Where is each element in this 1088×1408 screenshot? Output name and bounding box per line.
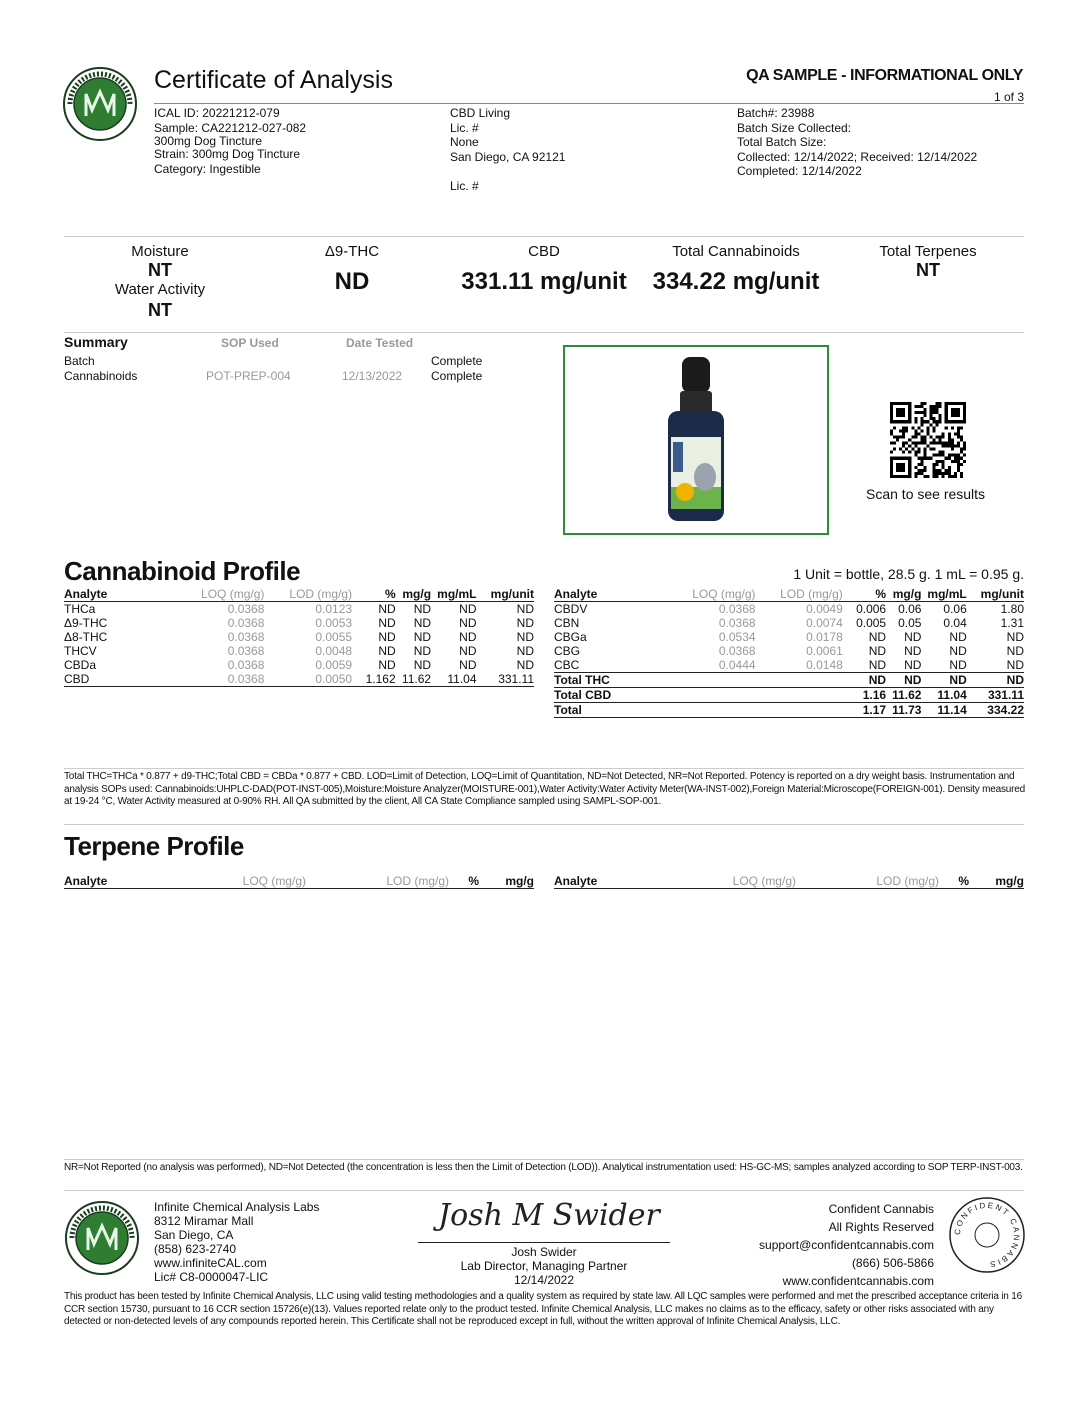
signer-info: Josh Swider Lab Director, Managing Partner 12/14/2022 <box>460 1245 628 1287</box>
cannabinoid-footnote: Total THC=THCa * 0.877 + d9-THC;Total CBD = CBDa * 0.877 + CBD. LOD=Limit of Detection, LOQ=Limit of Quantitation, ND=Not Detected, NR=Not Reported. Potency is reported on a dry weight basis. Instrumentation and analysis SOPs used: Cannabinoids:UHPLC-DAD(POT-INST-005),Moisture:Moisture Analyzer(MOISTURE-001),Water Activity:Water Activity Meter(WA-INST-002),Foreign Material:Microscope(FOREIGN-001). Density measured at 19-24 °C, Water Activity measured at 0-90% RH. All QA submitted by the client, All CA State Compliance sampled using SAMPL-SOP-001. <box>64 771 1025 807</box>
summary-col-sop: SOP Used <box>221 336 279 350</box>
qa-banner: QA SAMPLE - INFORMATIONAL ONLY <box>746 67 1023 84</box>
terpene-table-right: Analyte LOQ (mg/g) LOD (mg/g) % mg/g <box>554 874 1024 888</box>
total-row: Total THC ND ND ND ND <box>554 673 1024 687</box>
lab-logo <box>62 66 138 142</box>
table-row: Δ8-THC 0.0368 0.0055 ND ND ND ND <box>64 630 534 644</box>
table-row: THCa 0.0368 0.0123 ND ND ND ND <box>64 602 534 616</box>
product-image <box>563 345 829 535</box>
page-number: 1 of 3 <box>993 90 1024 104</box>
metric-total-cannabinoids: Total Cannabinoids 334.22 mg/unit <box>652 243 820 295</box>
terpene-footnote: NR=Not Reported (no analysis was performed), ND=Not Detected (the concentration is less then the Limit of Detection (LOD)). Analytical instrumentation used: HS-GC-MS; samples analyzed according to SOP TERP-INST-003. <box>64 1162 1023 1173</box>
metric-cbd: CBD 331.11 mg/unit <box>461 243 627 295</box>
table-row: THCV 0.0368 0.0048 ND ND ND ND <box>64 644 534 658</box>
unit-note: 1 Unit = bottle, 28.5 g. 1 mL = 0.95 g. <box>793 566 1024 582</box>
terpene-profile-title: Terpene Profile <box>64 831 244 861</box>
table-row: CBGa 0.0534 0.0178 ND ND ND ND <box>554 630 1024 644</box>
table-row: CBDV 0.0368 0.0049 0.006 0.06 0.06 1.80 <box>554 602 1024 616</box>
table-row: Δ9-THC 0.0368 0.0053 ND ND ND ND <box>64 616 534 630</box>
table-row: CBC 0.0444 0.0148 ND ND ND ND <box>554 658 1024 672</box>
summary-row: Batch Complete Cannabinoids POT-PREP-004 12/13/2022 Complete <box>64 354 483 383</box>
disclaimer: This product has been tested by Infinite Chemical Analysis, LLC using valid testing methodologies and a quality system as required by state law. All LQC samples were performed and met the prescribed acceptance criteria in 16 CCR section 15730, pursuant to 16 CCR section 15726(e)(13). Values reported relate only to the product tested. Infinite Chemical Analysis, LLC makes no claims as to the efficacy, safety or other risks associated with any detected or non-detected levels of any compounds reported herein. This Certificate shall not be reproduced except in full, without the written approval of Infinite Chemical Analysis, LLC. <box>64 1291 1022 1327</box>
page-title: Certificate of Analysis <box>154 66 393 94</box>
terpene-table-left: Analyte LOQ (mg/g) LOD (mg/g) % mg/g <box>64 874 534 888</box>
table-row: CBG 0.0368 0.0061 ND ND ND ND <box>554 644 1024 658</box>
qr-caption: Scan to see results <box>866 486 986 502</box>
client-info: CBD Living Lic. # None San Diego, CA 92121 Lic. # <box>450 106 566 193</box>
cc-info: Confident Cannabis All Rights Reserved support@confidentcannabis.com (866) 506-5866 www.confidentcannabis.com <box>759 1202 934 1288</box>
metric-total-terpenes: Total Terpenes NT <box>879 243 977 280</box>
footer-lab-logo <box>64 1200 140 1276</box>
sample-info: ICAL ID: 20221212-079 Sample: CA221212-027-082 300mg Dog Tincture Strain: 300mg Dog Tincture Category: Ingestible <box>154 106 307 176</box>
summary-title: Summary <box>64 334 128 350</box>
table-row: CBN 0.0368 0.0074 0.005 0.05 0.04 1.31 <box>554 616 1024 630</box>
table-row: CBD 0.0368 0.0050 1.162 11.62 11.04 331.11 <box>64 672 534 686</box>
signature: Josh M Swider <box>438 1198 660 1233</box>
confident-cannabis-seal <box>948 1196 1026 1274</box>
table-row: CBDa 0.0368 0.0059 ND ND ND ND <box>64 658 534 672</box>
svg-text:CONFIDENT CANNABIS: CONFIDENT CANNABIS <box>952 1200 1022 1270</box>
metric-d9-thc: Δ9-THC ND <box>324 243 380 295</box>
batch-info: Batch#: 23988 Batch Size Collected: Total Batch Size: Collected: 12/14/2022; Received: 12/14/2022 Completed: 12/14/2022 <box>737 106 978 178</box>
total-row: Total 1.17 11.73 11.14 334.22 <box>554 703 1024 717</box>
metric-moisture: Moisture NT Water Activity NT <box>114 243 206 320</box>
total-row: Total CBD 1.16 11.62 11.04 331.11 <box>554 688 1024 702</box>
cannabinoid-table-left: Analyte LOQ (mg/g) LOD (mg/g) % mg/g mg/mL mg/unit THCa 0.0368 0.0123 ND ND ND ND Δ9-THC 0.0368 0.0053 ND ND ND ND Δ8-THC 0.0368 0.0055 ND ND ND ND THCV 0.0368 0.0048 ND ND ND ND CBDa 0.0368 0.0059 ND ND ND ND CBD 0.0368 0.0050 1.162 11.62 11.04 331.11 <box>64 587 534 686</box>
summary-col-date: Date Tested <box>346 336 414 350</box>
lab-address: Infinite Chemical Analysis Labs 8312 Miramar Mall San Diego, CA (858) 623-2740 www.infiniteCAL.com Lic# C8-0000047-LIC <box>154 1200 320 1284</box>
qr-code[interactable] <box>890 402 966 478</box>
cannabinoid-table-right: Analyte LOQ (mg/g) LOD (mg/g) % mg/g mg/mL mg/unit CBDV 0.0368 0.0049 0.006 0.06 0.06 1.80 CBN 0.0368 0.0074 0.005 0.05 0.04 1.31 CBGa 0.0534 0.0178 ND ND ND ND CBG 0.0368 0.0061 ND ND ND ND CBC 0.0444 0.0148 ND ND ND ND Total THC ND ND ND ND Total CBD 1.16 11.62 11.04 331.11 Total 1.17 11.73 11.14 334.22 <box>554 587 1024 717</box>
cannabinoid-profile-title: Cannabinoid Profile <box>64 556 301 586</box>
